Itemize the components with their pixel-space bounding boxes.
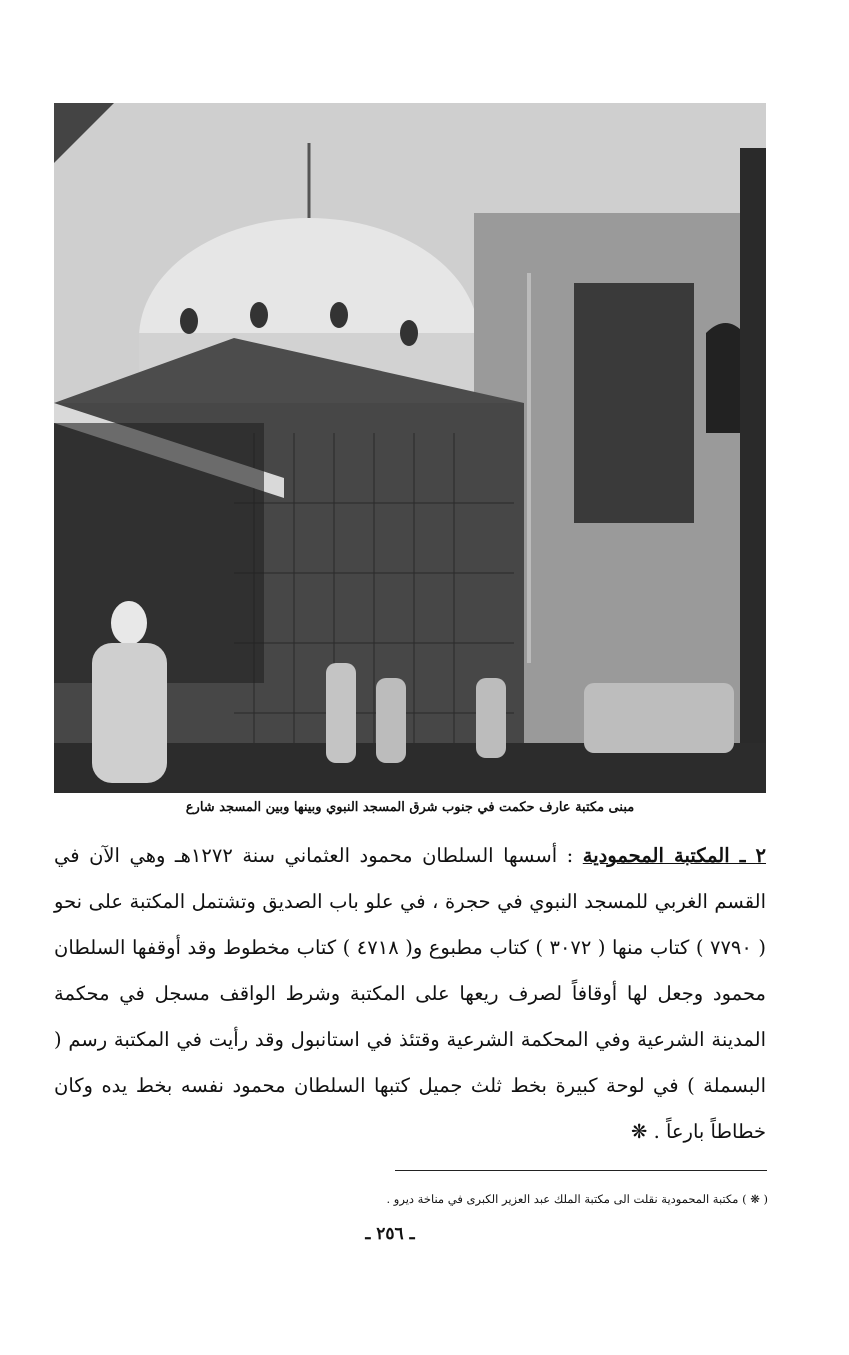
paragraph (54, 833, 766, 1155)
page-number: ـ ٢٥٦ ـ (365, 1224, 415, 1244)
photo-caption: مبنى مكتبة عارف حكمت في جنوب شرق المسجد النبوي وبينها وبين المسجد شارع (185, 800, 635, 815)
article-body (54, 833, 766, 1155)
section-heading: ٢ ـ المكتبة المحمودية (582, 844, 767, 867)
building-photo-icon (54, 103, 766, 793)
building-photo (54, 103, 766, 793)
footnote: ( ❋ ) مكتبة المحمودية نقلت الى مكتبة الملك عبد العزير الكبرى في مناخة ديرو . (386, 1192, 768, 1206)
section-text: : أسسها السلطان محمود العثماني سنة ١٢٧٢هـ وهي الآن في القسم الغربي للمسجد النبوي في حجرة ، في علو باب الصديق وتشتمل المكتبة على نحو ( ٧٧٩٠ ) كتاب منها ( ٣٠٧٢ ) كتاب مطبوع و( ٤٧١٨ ) كتاب مخطوط وقد أوقفها السلطان محمود وجعل لها أوقافاً لصرف ريعها على المكتبة وشرط الواقف مسجل في محكمة المدينة الشرعية وفي المحكمة الشرعية وقتئذ في استانبول وقد رأيت في المكتبة رسم ( البسملة ) في لوحة كبيرة بخط ثلث جميل كتبها السلطان محمود نفسه بخط يده وكان خطاطاً بارعاً . ❋ (54, 844, 767, 1143)
footnote-divider (395, 1170, 767, 1171)
